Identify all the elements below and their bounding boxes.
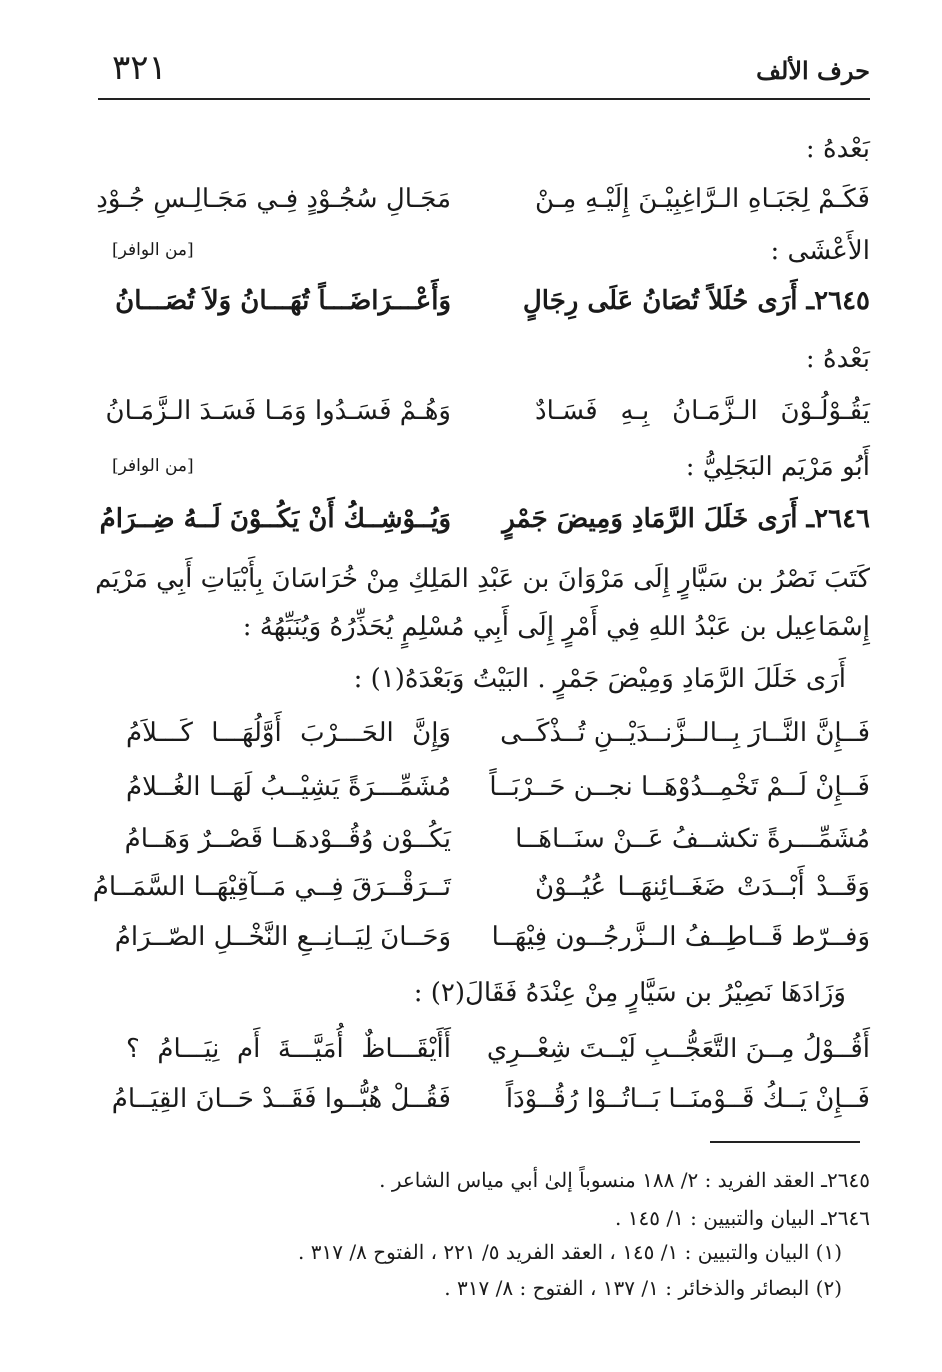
verse-hemistich-2: مَجَـالِ سُجُـوْدٍ فِـي مَجَـالِـسِ جُـوْدِ — [96, 184, 451, 214]
verse-hemistich-2: وَأَعْـــرَاضَـــاً تُهَـــانُ وَلاَ تُصَـــانُ — [115, 286, 451, 316]
running-title: حرف الألف — [756, 56, 870, 85]
poet-name: أَبُو مَرْيَم البَجَلِيُّ : — [685, 452, 870, 482]
verse-hemistich-1: فَكَـمْ لِجَبَـاهِ الـرَّاغِبِيْـنَ إِلَيْـهِ مِـنْ — [535, 184, 870, 214]
verse-hemistich-1: فَــإِنَّ النَّــارَ بِــالــزَّنــدَيْــنِ تُــذْكَــى — [500, 718, 870, 748]
verse-hemistich-2: تَــرَقْــرَقَ فِــي مَــآقِيْهَــا السَّمَــامُ — [92, 872, 451, 902]
meter-label: [من الوافر] — [112, 456, 194, 476]
footnote: ٢٦٤٦ـ البيان والتبيين : ١/ ١٤٥ . — [615, 1206, 870, 1230]
verse-hemistich-1: فَــإِنْ يَــكُ قَــوْمنَــا بَــاتُــوْا رُقُــوْدَاً — [505, 1084, 870, 1114]
verse-hemistich-2: فَقُــلْ هُبُّــوا فَقَــدْ حَــانَ القِيَــامُ — [111, 1084, 451, 1114]
verse-hemistich-1: أَقُــوْلُ مِــنَ التَّعَجُّــبِ لَيْــتَ شِعْــرِي — [486, 1034, 870, 1064]
section-label: بَعْدهُ : — [805, 134, 870, 164]
meter-label: [من الوافر] — [112, 240, 194, 260]
verse-hemistich-1: ٢٦٤٥ـ أَرَى حُلَلاً تُصَانُ عَلَى رِجَالٍ — [522, 286, 870, 316]
prose-line: أَرَى خَلَلَ الرَّمَادِ وَمِيْضَ جَمْرٍ . البَيْتُ وَبَعْدَهُ(١) : — [353, 664, 846, 694]
verse-hemistich-2: وَيُــوْشِــكُ أَنْ يَكُــوْنَ لَــهُ ضِــرَامُ — [99, 504, 451, 534]
verse-hemistich-2: يَكُــوْن وُقُــوْدهَــا قَصْــرٌ وَهَــامُ — [124, 824, 451, 854]
verse-hemistich-1: وَفــرّط قَــاطِــفُ الــزَّرجُــون فِيْهَــا — [491, 922, 870, 952]
footnote: ٢٦٤٥ـ العقد الفريد : ٢/ ١٨٨ منسوباً إلىٰ أبي مياس الشاعر . — [379, 1168, 870, 1192]
prose-line: وَزَادَهَا نَصِيْرُ بن سَيَّارٍ مِنْ عِنْدَهُ فَقَالَ(٢) : — [413, 978, 846, 1008]
prose-line: كَتَبَ نَصْرُ بن سَيَّارٍ إِلَى مَرْوَانَ بن عَبْدِ المَلِكِ مِنْ خُرَاسَانَ بِأَبْيَاتِ أَبِي مَرْيَم — [95, 564, 870, 594]
poet-name: الأَعْشَى : — [770, 236, 870, 266]
verse-hemistich-2: أَأَيْقَـــاظٌ أُمَيَّـــةَ أَم نِيَـــامُ ؟ — [126, 1034, 451, 1064]
verse-hemistich-1: ٢٦٤٦ـ أَرَى خَلَلَ الرَّمَادِ وَمِيضَ جَمْرٍ — [502, 504, 870, 534]
footnote: (١) البيان والتبيين : ١/ ١٤٥ ، العقد الفريد ٥/ ٢٢١ ، الفتوح ٨/ ٣١٧ . — [298, 1240, 842, 1264]
footnote: (٢) البصائر والذخائر : ١/ ١٣٧ ، الفتوح : ٨/ ٣١٧ . — [444, 1276, 842, 1300]
verse-hemistich-1: يَقُـوْلُـوْنَ الـزَّمَـانُ بِـهِ فَسَـادٌ — [535, 396, 870, 426]
verse-hemistich-1: وَقَــدْ أَبْــدَتْ ضَغَــائِنهَــا عُيُــوْنٌ — [535, 872, 870, 902]
verse-hemistich-2: مُشَمِّـــرَةً يَشِيْــبُ لَهَــا الغُــلامُ — [126, 772, 451, 802]
section-label: بَعْدهُ : — [805, 344, 870, 374]
prose-line: إِسْمَاعِيل بن عَبْدُ اللهِ فِي أَمْرٍ إِلَى أَبِي مُسْلِمٍ يُحَذِّرُهُ وَيُنَبِّهُهُ : — [242, 612, 870, 642]
verse-hemistich-2: وَهُـمْ فَسَـدُوا وَمَـا فَسَـدَ الـزَّمَـانُ — [105, 396, 451, 426]
verse-hemistich-1: فَــإِنْ لَــمْ تَخْمِــدُوْهَــا نجــن حَــرْبَــاً — [489, 772, 870, 802]
verse-hemistich-1: مُشَمِّـــرةً تكشــفُ عَــنْ سنَــاهَــا — [515, 824, 870, 854]
verse-hemistich-2: وَإِنَّ الحَـــرْبَ أَوَّلُهَـــا كَـــلاَمُ — [126, 718, 451, 748]
page-number: ٣٢١ — [112, 48, 167, 88]
header-rule — [98, 98, 870, 100]
footnote-rule — [710, 1141, 860, 1143]
verse-hemistich-2: وَحَــانَ لِيَــانِــعِ النَّخْــلِ الصّــرَامُ — [114, 922, 451, 952]
